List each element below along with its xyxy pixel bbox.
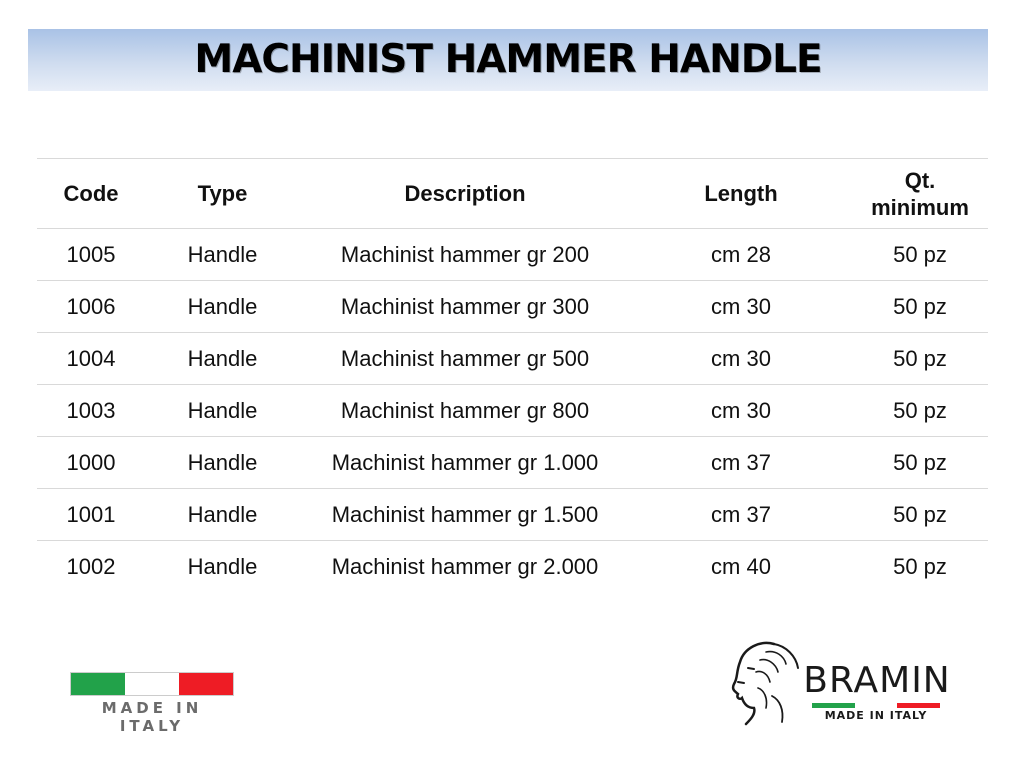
cell-qty: 50 pz xyxy=(893,293,947,319)
flag-white-stripe xyxy=(125,673,179,695)
table-row xyxy=(37,281,988,333)
product-table xyxy=(37,158,988,593)
cell-code: 1003 xyxy=(66,397,116,423)
table-row xyxy=(37,541,988,593)
bramin-logo xyxy=(726,638,976,728)
cell-type: Handle xyxy=(187,449,258,475)
cell-code: 1002 xyxy=(66,553,116,579)
cell-qty: 50 pz xyxy=(893,397,947,423)
flag-green-stripe xyxy=(71,673,125,695)
table-row xyxy=(37,489,988,541)
cell-length: cm 37 xyxy=(711,449,771,475)
made-in-italy-logo xyxy=(70,672,234,735)
cell-code: 1001 xyxy=(66,501,116,527)
header-row xyxy=(37,159,988,229)
flag-red-stripe xyxy=(179,673,233,695)
cell-code: 1000 xyxy=(66,449,116,475)
cell-description: Machinist hammer gr 500 xyxy=(340,345,590,371)
cell-description: Machinist hammer gr 200 xyxy=(340,241,590,267)
brand-flag-bar xyxy=(812,703,940,708)
cell-code: 1004 xyxy=(66,345,116,371)
cell-qty: 50 pz xyxy=(893,553,947,579)
table-row xyxy=(37,333,988,385)
cell-type: Handle xyxy=(187,553,258,579)
cell-type: Handle xyxy=(187,241,258,267)
header-length: Length xyxy=(704,181,778,206)
italian-flag-icon xyxy=(70,672,234,696)
brand-bar-white xyxy=(855,703,898,708)
cell-type: Handle xyxy=(187,397,258,423)
cell-description: Machinist hammer gr 1.500 xyxy=(331,501,599,527)
cell-length: cm 30 xyxy=(711,345,771,371)
cell-qty: 50 pz xyxy=(893,345,947,371)
cell-code: 1005 xyxy=(66,241,116,267)
page-title: MACHINIST HAMMER HANDLE xyxy=(194,37,822,82)
cell-qty: 50 pz xyxy=(893,449,947,475)
cell-length: cm 30 xyxy=(711,293,771,319)
table-header xyxy=(37,159,988,229)
table-row xyxy=(37,229,988,281)
cell-type: Handle xyxy=(187,345,258,371)
cell-type: Handle xyxy=(187,501,258,527)
cell-qty: 50 pz xyxy=(893,241,947,267)
cell-length: cm 30 xyxy=(711,397,771,423)
header-description: Description xyxy=(404,181,526,206)
header-qty-minimum xyxy=(852,159,988,229)
title-band xyxy=(28,29,988,91)
cell-description: Machinist hammer gr 300 xyxy=(340,293,590,319)
brand-bar-green xyxy=(812,703,855,708)
cell-description: Machinist hammer gr 800 xyxy=(340,397,590,423)
table-row xyxy=(37,385,988,437)
header-qty-line2: minimum xyxy=(871,194,969,220)
header-code: Code xyxy=(63,181,119,206)
made-in-italy-text: MADE IN ITALY xyxy=(101,699,203,735)
cell-length: cm 37 xyxy=(711,501,771,527)
brand-tagline: MADE IN ITALY xyxy=(824,709,928,722)
header-type: Type xyxy=(197,181,248,206)
header-qty-line1: Qt. xyxy=(904,167,936,193)
brand-name: BRAMIN xyxy=(803,660,951,701)
cell-code: 1006 xyxy=(66,293,116,319)
cell-description: Machinist hammer gr 2.000 xyxy=(331,553,599,579)
table-body xyxy=(37,229,988,593)
brand-bar-red xyxy=(897,703,940,708)
cell-length: cm 28 xyxy=(711,241,771,267)
cell-description: Machinist hammer gr 1.000 xyxy=(331,449,599,475)
table-row xyxy=(37,437,988,489)
cell-qty: 50 pz xyxy=(893,501,947,527)
cell-type: Handle xyxy=(187,293,258,319)
cell-length: cm 40 xyxy=(711,553,771,579)
